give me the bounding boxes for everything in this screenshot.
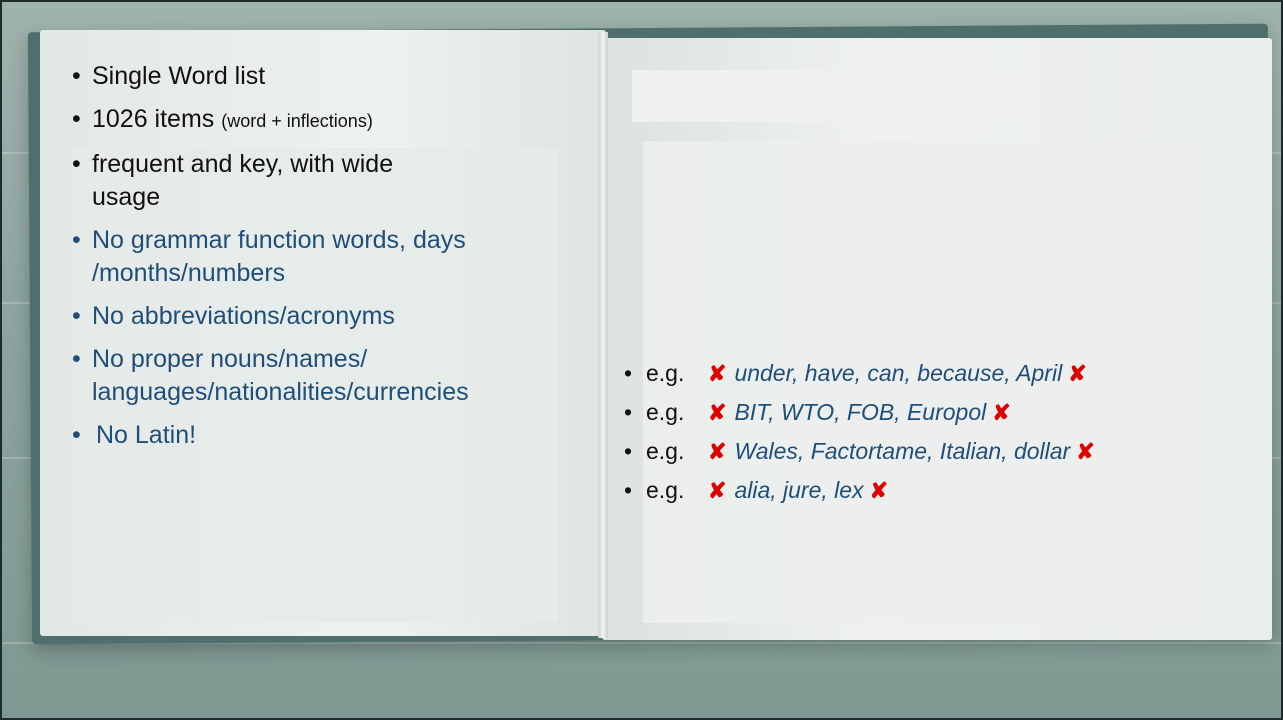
- list-item: • No abbreviations/acronyms: [72, 302, 395, 330]
- example-item: • e.g. ✘ BIT, WTO, FOB, Europol ✘: [624, 399, 1011, 425]
- list-item: • No grammar function words, days /months/numbers: [72, 226, 466, 287]
- list-item: • No proper nouns/names/ languages/nationalities/currencies: [72, 345, 469, 406]
- cross-icon: ✘: [992, 400, 1011, 425]
- list-item: • Single Word list: [72, 62, 266, 90]
- list-item: • No Latin!: [72, 421, 197, 449]
- example-item: • e.g. ✘ under, have, can, because, April ✘: [624, 360, 1087, 386]
- cross-icon: ✘: [869, 478, 888, 503]
- example-item: • e.g. ✘ alia, jure, lex ✘: [624, 477, 888, 503]
- cross-icon: ✘: [708, 400, 727, 425]
- right-title-panel: [632, 70, 1025, 122]
- list-item: • 1026 items (word + inflections): [72, 105, 373, 133]
- book-spine: [598, 32, 608, 638]
- examples-list: [624, 358, 1264, 514]
- cross-icon: ✘: [1068, 361, 1087, 386]
- list-item: • frequent and key, with wide usage: [72, 150, 394, 211]
- cross-icon: ✘: [1076, 439, 1095, 464]
- example-item: • e.g. ✘ Wales, Factortame, Italian, dollar ✘: [624, 438, 1095, 464]
- criteria-list: [72, 60, 592, 452]
- cross-icon: ✘: [708, 478, 727, 503]
- item-note: (word + inflections): [221, 111, 373, 131]
- cross-icon: ✘: [708, 439, 727, 464]
- cross-icon: ✘: [708, 361, 727, 386]
